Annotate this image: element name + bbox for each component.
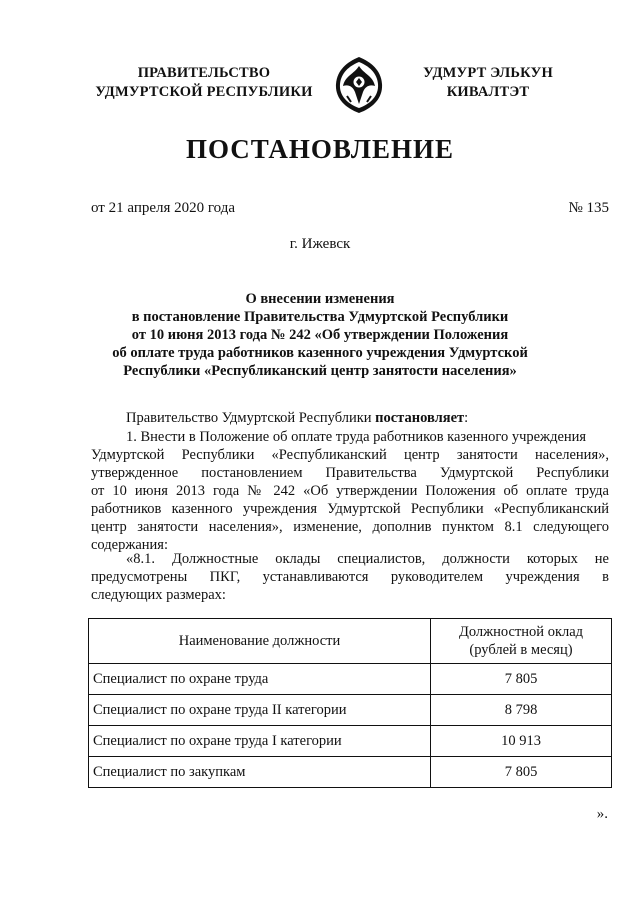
document-subject [80,290,560,380]
column-header-salary [431,619,612,664]
position-cell: Специалист по охране труда I категории [89,726,431,757]
subject-line: от 10 июня 2013 года № 242 «Об утверждении Положения [131,327,509,343]
salary-header-line-1: Должностной оклад [458,624,584,640]
government-name-udmurt [418,64,558,102]
salary-cell: 10 913 [431,726,612,757]
table-row [89,757,612,788]
para1-line: работников казенного учреждения Удмуртской Республики «Республиканский [91,501,609,517]
salary-table [88,618,612,788]
para1-line: от 10 июня 2013 года № 242 «Об утверждении Положения об оплате труда [91,483,609,499]
salary-header-line-2: (рублей в месяц) [469,642,573,658]
table-row [89,664,612,695]
subject-line: О внесении изменения [245,291,395,307]
preamble [91,409,609,427]
closing-quote: ». [596,806,608,822]
header-left-line-2: УДМУРТСКОЙ РЕСПУБЛИКИ [95,84,313,100]
document-title: ПОСТАНОВЛЕНИЕ [185,134,455,164]
preamble-bold: постановляет [375,410,465,426]
document-city: г. Ижевск [289,236,351,252]
preamble-end: : [464,410,469,426]
table-header-row [89,619,612,664]
header-left-line-1: ПРАВИТЕЛЬСТВО [137,65,271,81]
subject-line: Республики «Республиканский центр занятости населения» [123,363,517,379]
subject-line: в постановление Правительства Удмуртской Республики [131,309,509,325]
para2-line: следующих размерах: [91,587,226,603]
salary-cell: 7 805 [431,757,612,788]
header-right-line-2: КИВАЛТЭТ [446,84,530,100]
para2-line: «8.1. Должностные оклады специалистов, должности которых не [126,551,609,567]
position-cell: Специалист по закупкам [89,757,431,788]
para1-line: утвержденное постановлением Правительства Удмуртской Республики [91,465,609,481]
para1-line: содержания: [91,537,169,553]
salary-cell: 7 805 [431,664,612,695]
para1-line: 1. Внести в Положение об оплате труда работников казенного учреждения [126,429,587,445]
preamble-text: Правительство Удмуртской Республики [126,410,376,426]
header-right-line-1: УДМУРТ ЭЛЬКУН [423,65,553,81]
para1-line: Удмуртской Республики «Республиканский центр занятости населения», [91,447,609,463]
table-row [89,726,612,757]
position-cell: Специалист по охране труда [89,664,431,695]
column-header-position: Наименование должности [89,619,431,664]
coat-of-arms-udmurtia-icon [333,56,385,114]
document-number: № 135 [568,200,609,216]
paragraph-1 [91,428,609,554]
government-name-russian [88,64,320,102]
para2-line: предусмотрены ПКГ, устанавливаются руководителем учреждения в [91,569,609,585]
salary-cell: 8 798 [431,695,612,726]
para1-line: центр занятости населения», изменение, дополнив пунктом 8.1 следующего [91,519,609,535]
subject-line: об оплате труда работников казенного учреждения Удмуртской [112,345,528,361]
paragraph-2 [91,550,609,604]
document-date: от 21 апреля 2020 года [91,200,236,216]
position-cell: Специалист по охране труда II категории [89,695,431,726]
table-row [89,695,612,726]
